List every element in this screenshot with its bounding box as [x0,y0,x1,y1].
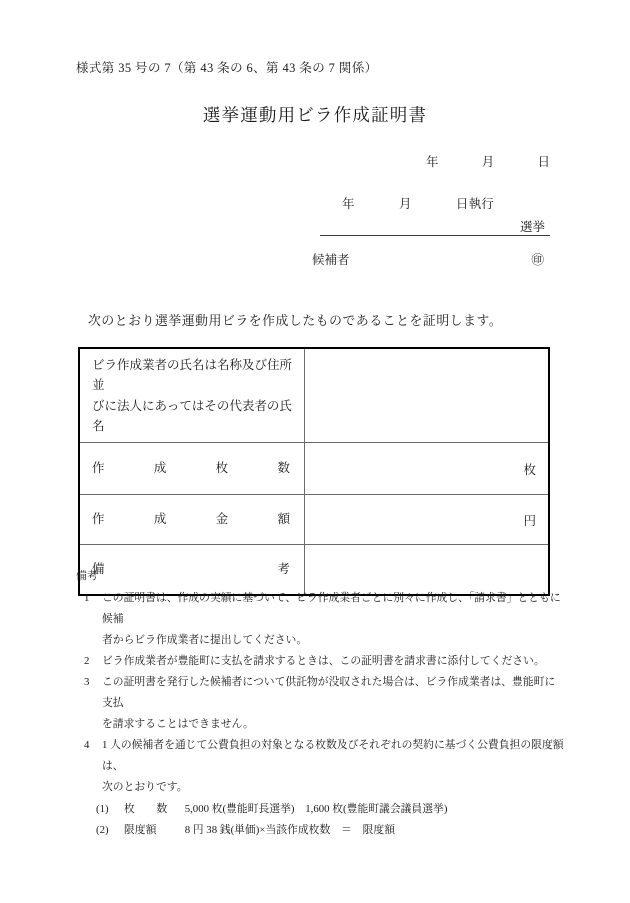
note-sub-term: 限度額 [124,823,157,836]
note-text-line2: 次のとおりです。 [102,781,188,794]
quantity-label-char-4: 数 [277,461,290,476]
note-item [76,651,566,672]
note-text-line1: この証明書は、作成の実績に基づいて、ビラ作成業者ごとに別々に作成し、「請求書」とともに候補 [102,592,561,626]
note-sub-body [102,799,447,820]
table-cell-value-amount[interactable] [305,495,550,545]
execution-date-day: 日執行 [455,197,494,211]
note-text-line2: 者からビラ作成業者に提出してください。 [102,634,308,647]
remarks-label-char-2: 考 [277,562,290,577]
note-number: 2 [84,655,90,668]
remarks-label-char-1: 備 [92,562,105,577]
amount-label-char-3: 金 [215,512,229,527]
issue-date-year: 年 [426,155,439,169]
note-item [76,588,566,651]
note-sub-term: 枚 数 [124,802,168,815]
note-item [76,672,566,735]
note-sub-detail: 8 円 38 銭(単価)×当該作成枚数 ＝ 限度額 [184,823,396,836]
seal-icon: ㊞ [531,253,544,267]
issue-date-day: 日 [537,155,550,169]
note-sub-detail: 5,000 枚(豊能町長選挙) 1,600 枚(豊能町議会議員選挙) [184,802,448,815]
table-cell-value-quantity[interactable] [305,443,550,495]
producer-value [305,390,548,402]
election-execution-date-line [342,194,494,212]
note-sub-body [102,820,395,841]
note-text-line1: この証明書を発行した候補者について供託物が没収された場合は、ビラ作成業者は、豊能町に支払 [102,676,556,710]
candidate-label: 候補者 [312,253,350,267]
producer-label-line2: びに法人にあってはその代表者の氏名 [92,398,292,433]
quantity-unit: 枚 [523,462,536,477]
note-text-line1: ビラ作成業者が豊能町に支払を請求するときは、この証明書を請求書に添付してください。 [102,655,545,668]
execution-date-year: 年 [342,197,355,211]
page-title: 選挙運動用ビラ作成証明書 [202,105,428,125]
table-row [79,348,549,443]
note-sub-item [76,799,566,820]
issue-date-month: 月 [481,155,495,169]
note-number: 4 [84,739,90,752]
note-sub-item [76,820,566,841]
table-cell-label-amount [79,495,305,545]
note-number: 3 [84,676,90,689]
note-item [76,735,566,798]
candidate-row [312,250,544,268]
note-text-line1: 1 人の候補者を通じて公費負担の対象となる枚数及びそれぞれの契約に基づく公費負担の限度額は、 [102,739,564,773]
quantity-label-block [80,452,304,484]
amount-unit: 円 [523,513,536,528]
producer-label-block [80,349,304,442]
table-row [79,495,549,545]
certificate-table [78,347,550,596]
note-text-line2: を請求することはできません。 [102,718,254,731]
table-cell-value-producer[interactable] [305,348,550,443]
election-name-underline [320,235,550,236]
note-sub-number: (1) [96,802,109,815]
table-cell-label-quantity [79,443,305,495]
note-sub-number: (2) [96,823,109,836]
quantity-label-char-2: 成 [153,461,167,476]
issue-date-line [426,152,550,170]
amount-label-char-4: 額 [277,512,290,527]
execution-date-month: 月 [398,197,412,211]
amount-label-block [80,503,304,535]
table-cell-label-producer [79,348,305,443]
notes-heading: 備考 [76,570,99,582]
form-number: 様式第 35 号の 7（第 43 条の 6、第 43 条の 7 関係） [76,61,378,75]
note-number: 1 [84,592,90,605]
quantity-label-char-3: 枚 [215,461,229,476]
amount-label-char-1: 作 [92,512,105,527]
table-row [79,443,549,495]
certification-statement: 次のとおり選挙運動用ビラを作成したものであることを証明します。 [88,314,503,328]
producer-label-line1: ビラ作成業者の氏名は名称及び住所並 [92,358,293,393]
quantity-label-char-1: 作 [92,461,105,476]
amount-label-char-2: 成 [153,512,167,527]
election-name-suffix: 選挙 [520,220,546,234]
notes-section [76,566,566,841]
